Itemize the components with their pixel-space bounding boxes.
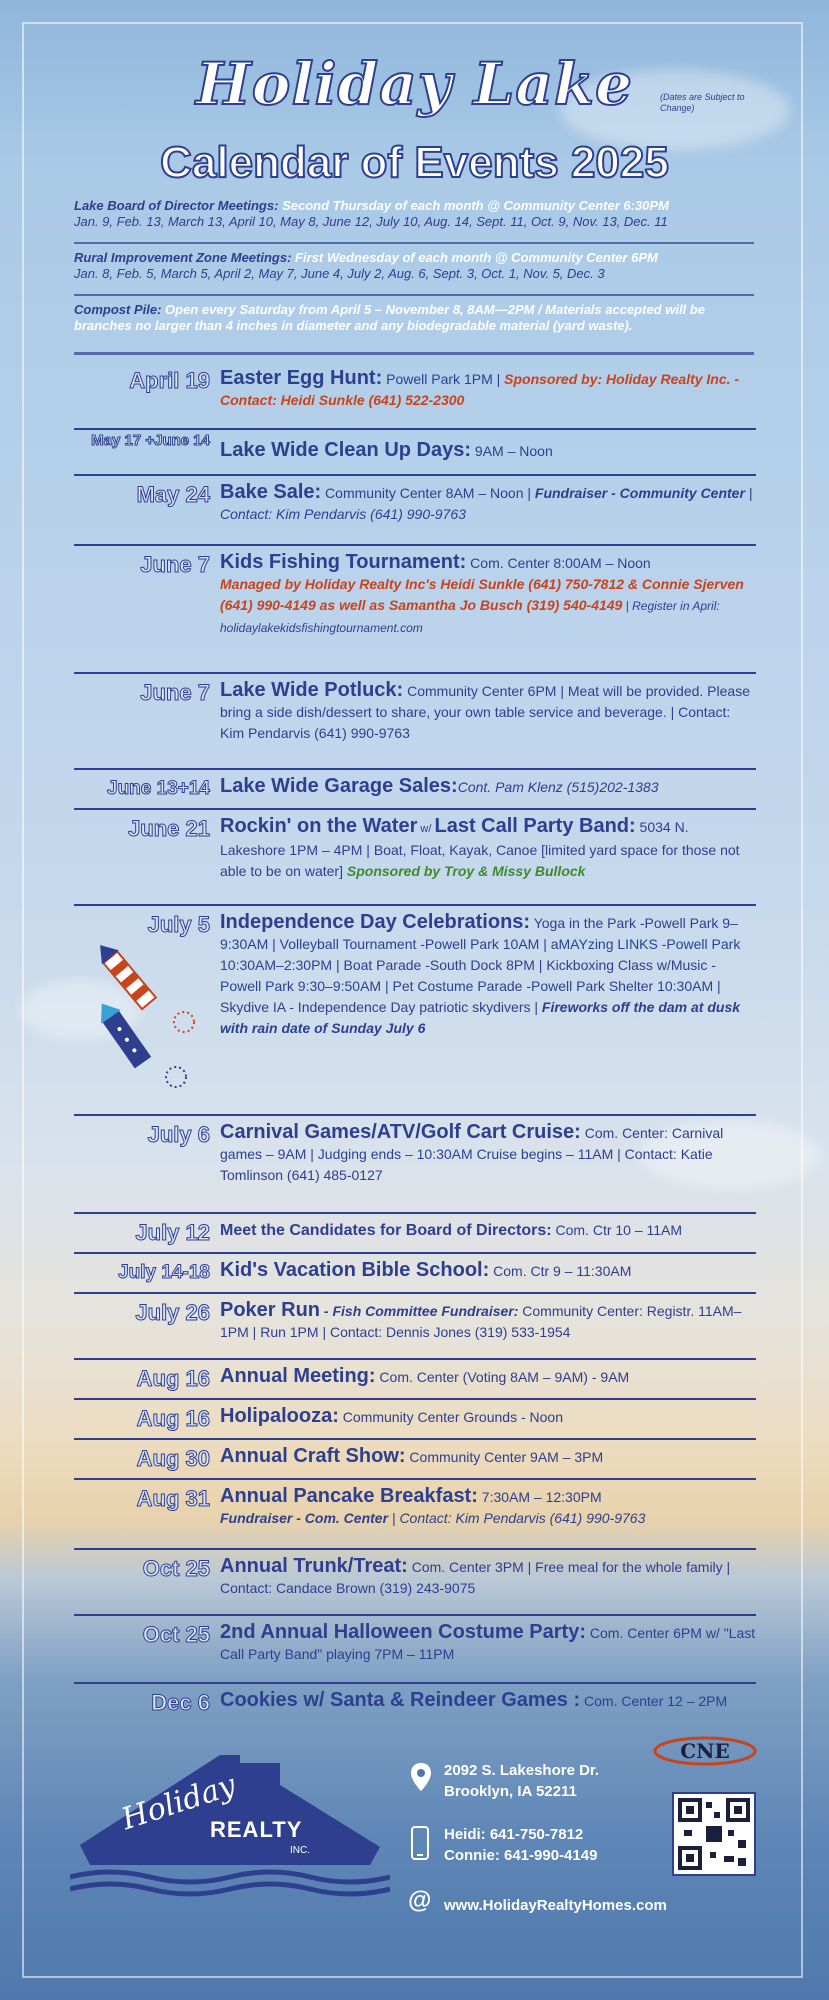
event-title: Lake Wide Potluck: [220,679,404,701]
event-title: Poker Run [220,1299,321,1321]
event-pancake [74,1480,756,1550]
event-date: July 6 [147,1122,210,1147]
event-title: Lake Wide Clean Up Days: [220,439,472,461]
event-text: Community Center: Registr. 11AM–1PM | Run 1PM | Contact: Dennis Jones (319) 533-1954 [220,1303,742,1340]
phone-connie[interactable]: Connie: 641-990-4149 [444,1847,598,1864]
event-contact: | Contact: Kim Pendarvis (641) 990-9763 [220,485,753,522]
event-holipalooza [74,1400,756,1440]
phone-heidi[interactable]: Heidi: 641-750-7812 [444,1826,584,1843]
event-text: Com. Center (Voting 8AM – 9AM) - 9AM [375,1369,630,1385]
divider [74,294,754,296]
event-date: June 7 [140,552,210,577]
address-line1: 2092 S. Lakeshore Dr. [444,1762,600,1779]
event-fireworks: Fireworks off the dam at dusk with rain date of Sunday July 6 [220,999,741,1036]
event-date: May 24 [136,482,210,507]
event-title: Kid's Vacation Bible School: [220,1259,490,1281]
title-calendar: Calendar of Events 2025 [160,138,669,187]
event-title: Meet the Candidates for Board of Directors: [220,1222,552,1239]
event-title: Kids Fishing Tournament: [220,551,467,573]
board-text: Second Thursday of each month @ Community Center 6:30PM [282,198,669,213]
event-title: Lake Wide Garage Sales: [220,775,458,797]
event-date: June 13+14 [107,778,210,799]
event-title: Bake Sale: [220,481,322,503]
title-holiday-lake: Holiday Lake [195,50,634,118]
event-title: 2nd Annual Halloween Costume Party: [220,1621,586,1643]
firework-rockets-icon [84,932,214,1092]
logo-realty: REALTY [210,1817,303,1842]
event-date: Oct 25 [142,1556,210,1581]
event-date: June 21 [128,816,210,841]
logo-holiday: Holiday [117,1767,240,1838]
event-bake-sale [74,476,756,546]
qr-code-icon [674,1794,754,1874]
event-easter [74,368,756,430]
event-carnival [74,1116,756,1214]
address [444,1760,599,1802]
cne-text: CNE [680,1739,730,1763]
event-text: Yoga in the Park -Powell Park 9–9:30AM | Volleyball Tournament -Powell Park 10AM | aMAYzing LINKS -Powell Park 10:30AM–2:30PM | Boat Parade -South Dock 8PM | Kickboxing Class w/Music -Powell Park 9:30–9:50AM | Pet Costume Parade -Powell Park Shelter 10:30AM | Skydive IA - Independence Day patriotic skydivers | [220,915,741,1015]
website-link[interactable]: www.HolidayRealtyHomes.com [444,1897,667,1914]
event-text: Com. Center 12 – 2PM [580,1693,728,1709]
event-text: Powell Park 1PM | [382,371,505,387]
event-title: Carnival Games/ATV/Golf Cart Cruise: [220,1121,581,1143]
event-text: Community Center 9AM – 3PM [405,1449,604,1465]
event-fishing [74,546,756,674]
event-date: Aug 16 [136,1366,210,1391]
board-label: Lake Board of Director Meetings: [74,198,279,213]
event-date: Dec 6 [151,1690,210,1715]
event-title: Annual Craft Show: [220,1445,406,1467]
event-craft-show [74,1440,756,1480]
rural-dates: Jan. 8, Feb. 5, March 5, April 2, May 7, June 4, July 2, Aug. 6, Sept. 3, Oct. 1, Nov. 5, Dec. 3 [74,266,605,281]
event-with: w/ [417,823,435,835]
event-halloween [74,1616,756,1684]
event-sponsor: Sponsored by Troy & Missy Bullock [346,863,586,879]
divider [74,352,754,355]
board-meetings [74,198,754,230]
event-date: Oct 25 [142,1622,210,1647]
event-date: July 14-18 [118,1262,210,1283]
event-potluck [74,674,756,770]
rural-text: First Wednesday of each month @ Community Center 6PM [295,250,658,265]
address-line2: Brooklyn, IA 52211 [444,1783,577,1800]
event-trunk-treat [74,1550,756,1616]
event-title: Annual Meeting: [220,1365,376,1387]
event-text: Community Center Grounds - Noon [338,1409,563,1425]
event-date: July 12 [135,1220,210,1245]
holiday-realty-logo [70,1755,390,1905]
event-text: Com. Ctr 9 – 11:30AM [489,1263,632,1279]
event-fundraiser: Fundraiser - Community Center [534,485,745,501]
event-title: Annual Trunk/Treat: [220,1555,408,1577]
event-text: 7:30AM – 12:30PM [477,1489,602,1505]
event-date: May 17 +June 14 [91,432,210,449]
event-text: Com. Ctr 10 – 11AM [551,1222,683,1238]
compost-label: Compost Pile: [74,302,162,317]
compost-info [74,302,754,334]
event-title: Easter Egg Hunt: [220,367,383,389]
rural-meetings [74,250,754,282]
event-text: Cont. Pam Klenz (515)202-1383 [457,779,659,795]
event-rockin [74,810,756,906]
qr-code[interactable] [672,1792,756,1876]
event-poker-run [74,1294,756,1360]
event-text: Community Center 6PM | Meat will be provided. Please bring a side dish/dessert to share, your own table service and beverage. | Contact: Kim Pendarvis (641) 990-9763 [220,683,750,741]
phones [444,1824,597,1866]
event-independence [74,906,756,1116]
event-title: Holipalooza: [220,1405,339,1427]
event-date: April 19 [129,368,210,393]
rural-label: Rural Improvement Zone Meetings: [74,250,292,265]
event-date: July 5 [147,912,210,937]
event-title: Annual Pancake Breakfast: [220,1485,478,1507]
logo-inc: INC. [290,1845,310,1856]
at-icon: @ [408,1887,432,1914]
event-title: Cookies w/ Santa & Reindeer Games : [220,1689,581,1711]
event-date: Aug 16 [136,1406,210,1431]
event-date: Aug 30 [136,1446,210,1471]
event-garage-sales [74,770,756,810]
event-band: Last Call Party Band: [434,815,636,837]
event-text: Com. Center: Carnival games – 9AM | Judging ends – 10:30AM Cruise begins – 11AM | Contact: Katie Tomlinson (641) 485-0127 [220,1125,724,1183]
dates-subject-note: (Dates are Subject to Change) [660,92,745,113]
event-fundraiser: - Fish Committee Fundraiser: [320,1303,519,1319]
event-text: 5034 N. Lakeshore 1PM – 4PM | Boat, Float, Kayak, Canoe [limited yard space for those not able to be on water] [220,819,740,879]
event-contact: | Contact: Kim Pendarvis (641) 990-9763 [388,1510,646,1526]
event-fundraiser: Fundraiser - Com. Center [220,1510,389,1526]
phone-icon [410,1826,430,1860]
board-dates: Jan. 9, Feb. 13, March 13, April 10, May 8, June 12, July 10, Aug. 14, Sept. 11, Oct. 9, Nov. 13, Dec. 11 [74,214,668,229]
event-date: Aug 31 [136,1486,210,1511]
event-sponsor: Sponsored by: Holiday Realty Inc. - Contact: Heidi Sunkle (641) 522-2300 [220,371,740,408]
event-text: Com. Center 6PM w/ "Last Call Party Band" playing 7PM – 11PM [220,1625,756,1662]
event-managers: Managed by Holiday Realty Inc's Heidi Sunkle (641) 750-7812 & Connie Sjerven (641) 990-4149 as well as Samantha Jo Busch (319) 540-4149 [220,576,744,613]
event-date: June 7 [140,680,210,705]
event-vbs [74,1254,756,1294]
divider [74,242,754,244]
event-cleanup [74,430,756,476]
event-date: July 26 [135,1300,210,1325]
location-pin-icon [410,1762,432,1792]
event-text: 9AM – Noon [471,443,553,459]
event-annual-meeting [74,1360,756,1400]
event-candidates [74,1214,756,1254]
event-register: | Register in April: holidaylakekidsfishingtournament.com [220,599,720,635]
event-title: Rockin' on the Water [220,815,418,837]
compost-text: Open every Saturday from April 5 – November 8, 8AM—2PM / Materials accepted will be branches no larger than 4 inches in diameter and any biodegradable material (yard waste). [74,302,705,333]
event-text: Community Center 8AM – Noon | [321,485,535,501]
event-text: Com. Center 3PM | Free meal for the whole family | Contact: Candace Brown (319) 243-9075 [220,1559,731,1596]
event-text: Com. Center 8:00AM – Noon [466,555,651,571]
event-title: Independence Day Celebrations: [220,911,531,933]
